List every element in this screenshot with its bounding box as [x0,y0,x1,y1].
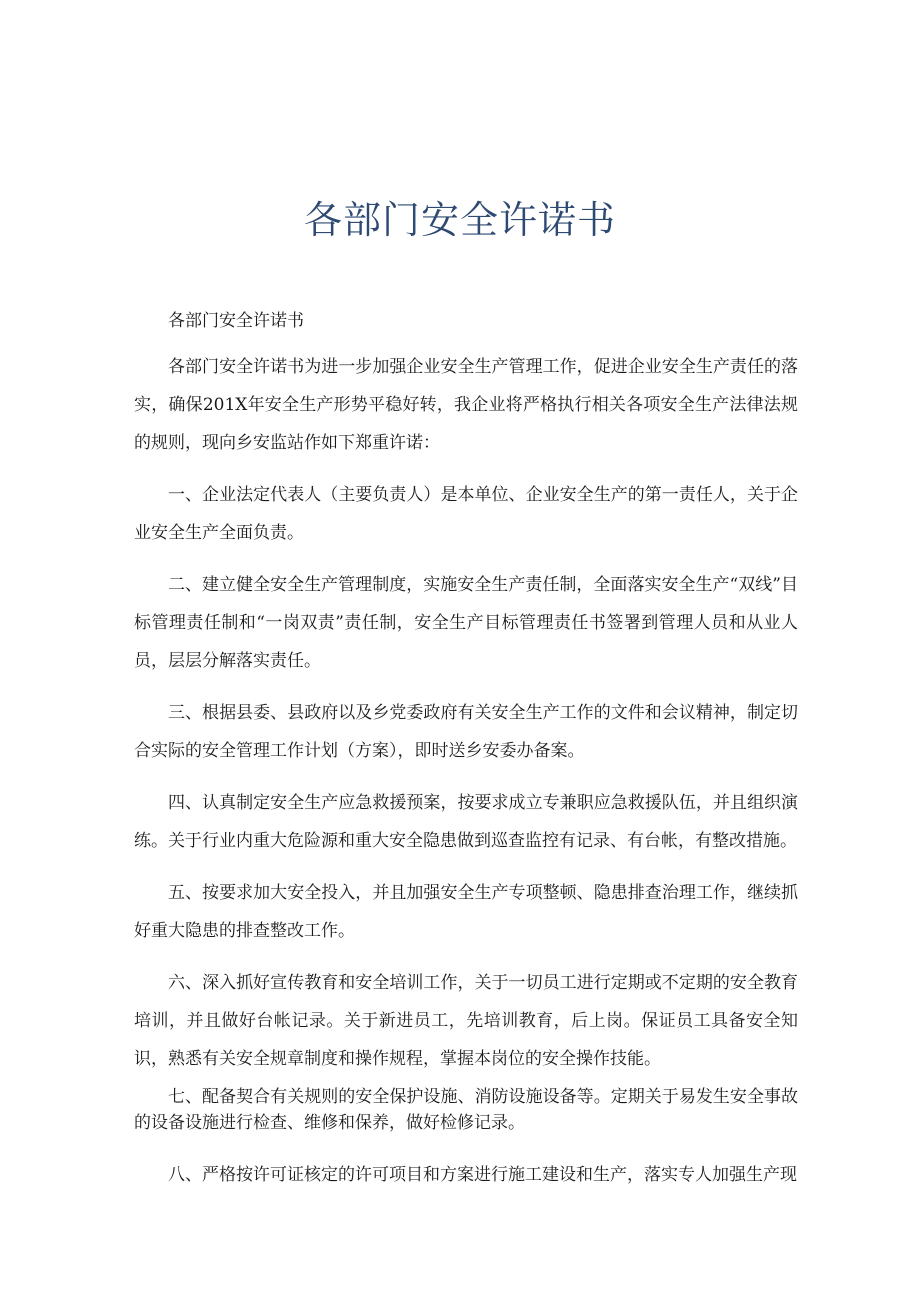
paragraph-item-3: 三、根据县委、县政府以及乡党委政府有关安全生产工作的文件和会议精神，制定切合实际的安全管理工作计划（方案），即时送乡安委办备案。 [134,703,798,761]
paragraph-item-4: 四、认真制定安全生产应急救援预案，按要求成立专兼职应急救援队伍，并且组织演练。关于行业内重大危险源和重大安全隐患做到巡查监控有记录、有台帐，有整改措施。 [134,793,798,851]
document-body [134,302,798,1208]
paragraph-item-2: 二、建立健全安全生产管理制度，实施安全生产责任制，全面落实安全生产“双线”目标管理责任制和“一岗双责”责任制，安全生产目标管理责任书签署到管理人员和从业人员，层层分解落实责任。 [134,575,798,671]
paragraph-item-6: 六、深入抓好宣传教育和安全培训工作，关于一切员工进行定期或不定期的安全教育培训，并且做好台帐记录。关于新进员工，先培训教育，后上岗。保证员工具备安全知识，熟悉有关安全规章制度和操作规程，掌握本岗位的安全操作技能。 [134,973,798,1069]
paragraph-item-1: 一、企业法定代表人（主要负责人）是本单位、企业安全生产的第一责任人，关于企业安全生产全面负责。 [134,485,798,543]
paragraph-intro: 各部门安全许诺书为进一步加强企业安全生产管理工作，促进企业安全生产责任的落实，确保201X年安全生产形势平稳好转，我企业将严格执行相关各项安全生产法律法规的规则，现向乡安监站作如下郑重许诺： [134,357,798,453]
paragraph-item-8: 八、严格按许可证核定的许可项目和方案进行施工建设和生产，落实专人加强生产现 [168,1165,797,1185]
paragraph-item-5: 五、按要求加大安全投入，并且加强安全生产专项整顿、隐患排查治理工作，继续抓好重大隐患的排查整改工作。 [134,883,798,941]
paragraph-item-7: 七、配备契合有关规则的安全保护设施、消防设施设备等。定期关于易发生安全事故的设备设施进行检查、维修和保养，做好检修记录。 [134,1087,798,1133]
document-title: 各部门安全许诺书 [303,198,616,242]
paragraph-subheading: 各部门安全许诺书 [168,311,304,331]
